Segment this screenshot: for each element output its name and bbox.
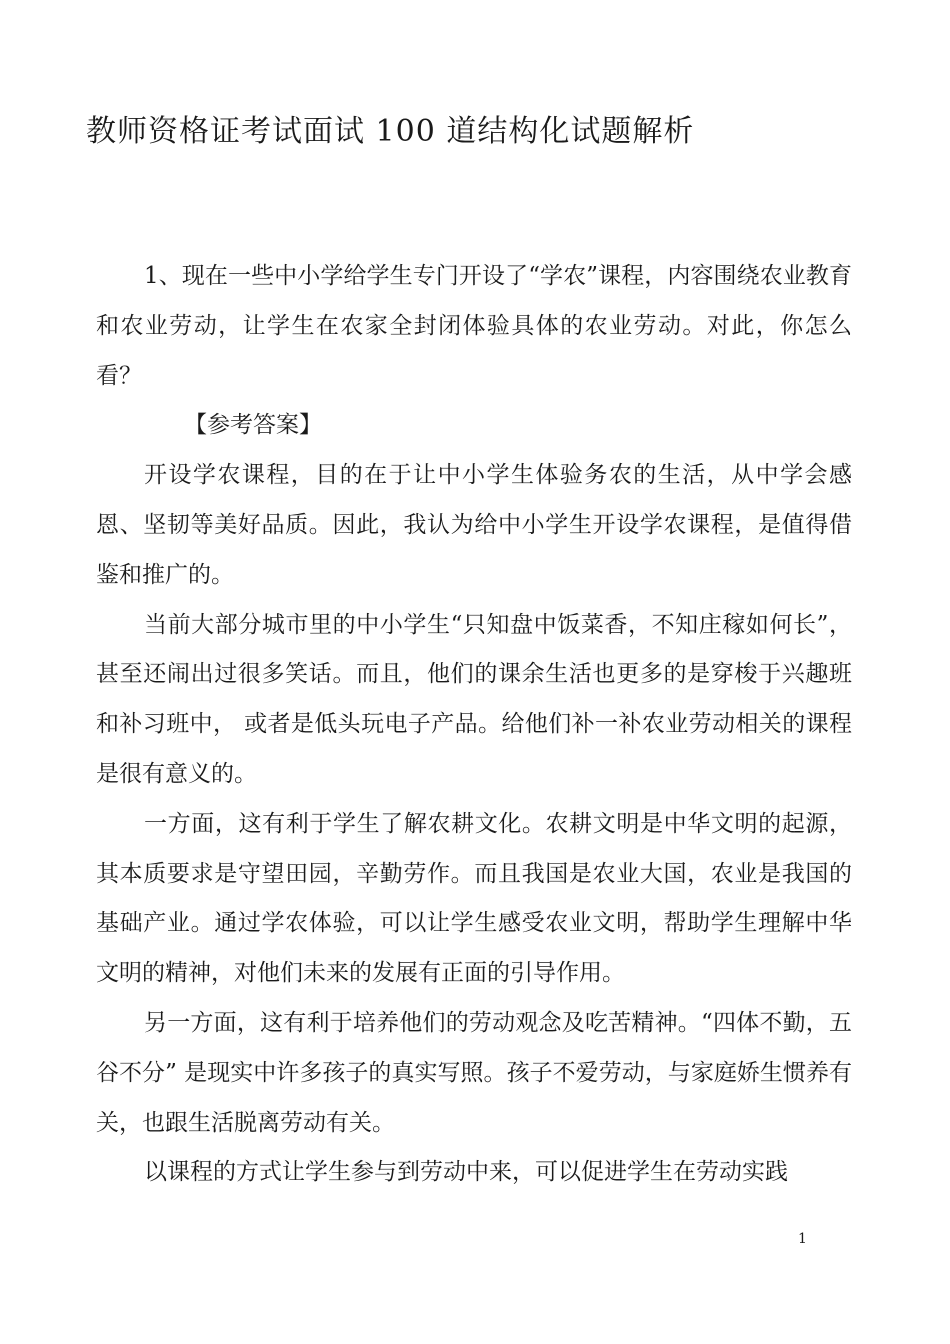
- answer-paragraph-1: 开设学农课程，目的在于让中小学生体验务农的生活，从中学会感恩、坚韧等美好品质。因此，我认为给中小学生开设学农课程，是值得借鉴和推广的。: [96, 462, 852, 588]
- answer-label: 【参考答案】: [184, 412, 322, 439]
- page-number: 1: [798, 1231, 807, 1247]
- document-title: 教师资格证考试面试 100 道结构化试题解析: [86, 114, 695, 149]
- answer-paragraph-5: 以课程的方式让学生参与到劳动中来，可以促进学生在劳动实践: [144, 1159, 788, 1186]
- question-paragraph: 1、现在一些中小学给学生专门开设了“学农”课程，内容围绕农业教育和农业劳动，让学生在农家全封闭体验具体的农业劳动。对此，你怎么看？: [96, 263, 852, 389]
- answer-paragraph-2: 当前大部分城市里的中小学生“只知盘中饭菜香，不知庄稼如何长”，甚至还闹出过很多笑话。而且，他们的课余生活也更多的是穿梭于兴趣班和补习班中， 或者是低头玩电子产品。给他们补一补农业劳动相关的课程是很有意义的。: [96, 611, 852, 787]
- answer-paragraph-3: 一方面，这有利于学生了解农耕文化。农耕文明是中华文明的起源，其本质要求是守望田园，辛勤劳作。而且我国是农业大国，农业是我国的基础产业。通过学农体验，可以让学生感受农业文明，帮助学生理解中华文明的精神，对他们未来的发展有正面的引导作用。: [96, 810, 852, 987]
- answer-paragraph-4: 另一方面，这有利于培养他们的劳动观念及吃苦精神。“四体不勤，五谷不分” 是现实中许多孩子的真实写照。孩子不爱劳动，与家庭娇生惯养有关，也跟生活脱离劳动有关。: [96, 1009, 852, 1136]
- document-body: [96, 252, 852, 1198]
